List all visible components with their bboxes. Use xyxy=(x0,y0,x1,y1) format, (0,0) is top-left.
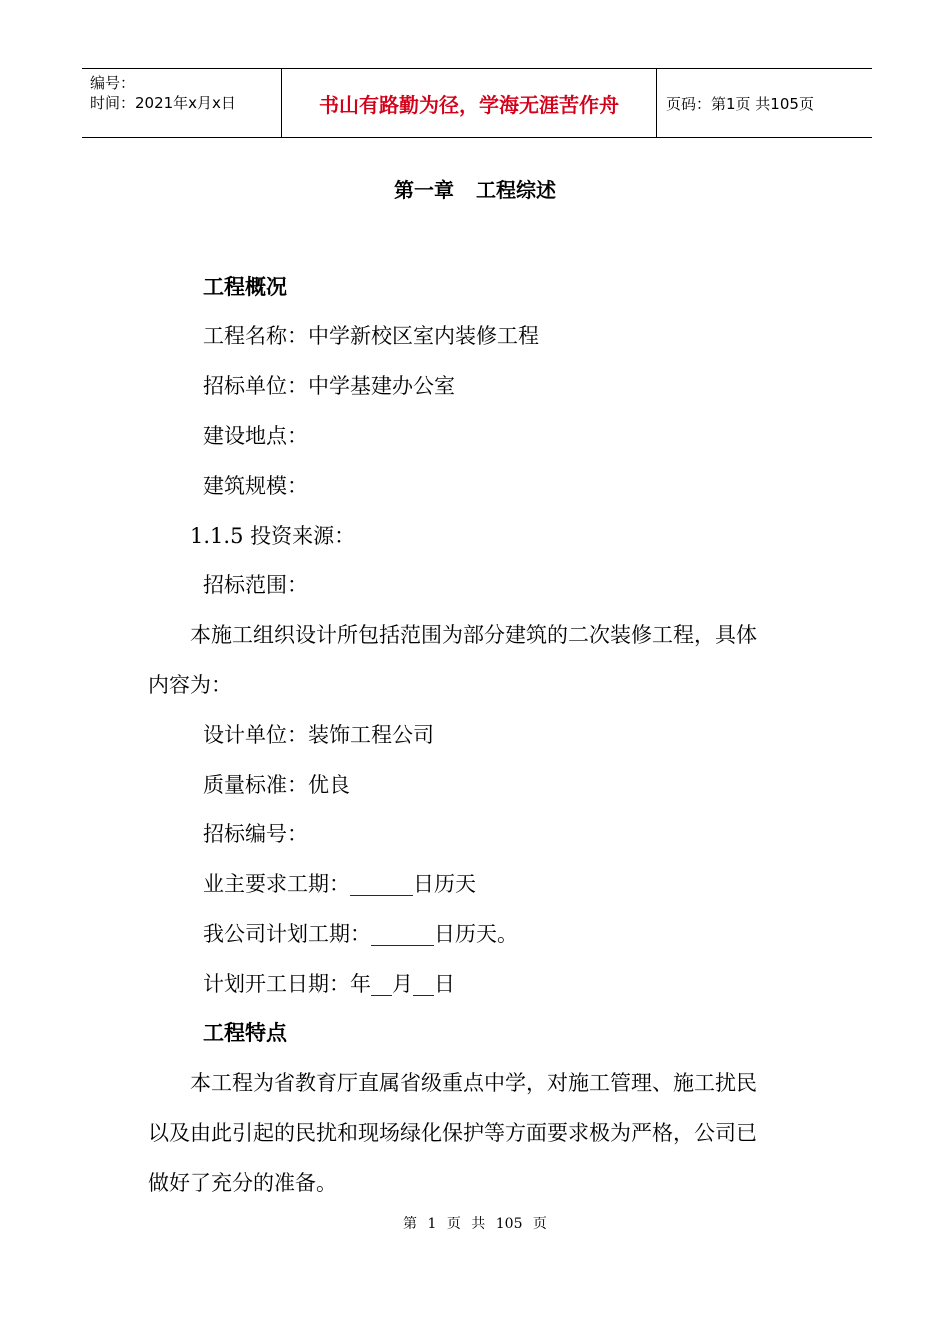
header-left-cell xyxy=(82,69,282,137)
project-name: 工程名称：中学新校区室内装修工程 xyxy=(203,324,539,348)
number-label: 编号： xyxy=(90,74,136,92)
designer: 设计单位：装饰工程公司 xyxy=(203,723,434,747)
heading-features: 工程特点 xyxy=(203,1021,287,1045)
time-label: 时间：2021年x月x日 xyxy=(90,94,236,112)
motto: 书山有路勤为径，学海无涯苦作舟 xyxy=(282,69,657,137)
chapter-number: 第一章 xyxy=(394,178,454,202)
bid-scope: 招标范围： xyxy=(203,573,308,597)
start-date: 计划开工日期：年__月__日 xyxy=(203,972,455,996)
quality-standard: 质量标准：优良 xyxy=(203,773,350,797)
chapter-name: 工程综述 xyxy=(476,178,556,202)
owner-period: 业主要求工期：______日历天 xyxy=(203,872,476,896)
page-header xyxy=(82,68,872,138)
scope-paragraph-line-1: 本施工组织设计所包括范围为部分建筑的二次装修工程，具体 xyxy=(190,623,757,647)
features-line-2: 以及由此引起的民扰和现场绿化保护等方面要求极为严格，公司已 xyxy=(148,1121,757,1145)
heading-overview: 工程概况 xyxy=(203,275,287,299)
bid-number: 招标编号： xyxy=(203,822,308,846)
scale: 建筑规模： xyxy=(203,474,308,498)
features-line-1: 本工程为省教育厅直属省级重点中学，对施工管理、施工扰民 xyxy=(190,1071,757,1095)
features-line-3: 做好了充分的准备。 xyxy=(148,1171,337,1195)
investment: 1.1.5 投资来源： xyxy=(190,524,356,548)
scope-paragraph-line-2: 内容为： xyxy=(148,673,232,697)
page-footer: 第 1 页 共 105 页 xyxy=(403,1216,547,1232)
bidder: 招标单位：中学基建办公室 xyxy=(203,374,455,398)
chapter-title xyxy=(0,174,950,203)
page-info: 页码：第1页 共105页 xyxy=(666,94,814,113)
location: 建设地点： xyxy=(203,424,308,448)
company-period: 我公司计划工期：______日历天。 xyxy=(203,922,518,946)
